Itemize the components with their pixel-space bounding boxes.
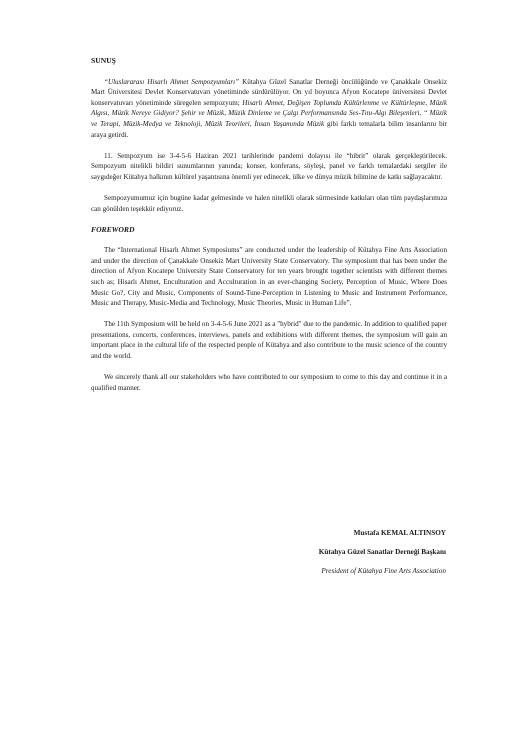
signatory-title-tr: Kütahya Güzel Sanatlar Derneği Başkanı [318, 548, 446, 556]
themes-list: Hisarlı Ahmet, Değişen Toplumda Kültürlenme ve Kültürleşme, Müzik Algısı, Müzik Nereye Gidiyor? Şehir ve Müzik, Müzik Dinleme ve Çalgı Performansında Ses-Tını-Algı Bileşenleri, “ Müzik ve Terapi, Müzik-Medya ve Teknoloji, Müzik Teorileri, İnsan Yaşamında Müzik [91, 98, 447, 128]
signature-block [319, 524, 446, 581]
document-body [91, 56, 447, 404]
symposium-title: “Uluslararası Hisarlı Ahmet Sempozyumları” [104, 77, 240, 86]
paragraph-tr-1-text-a: Kütahya Güzel Sanatlar Derneği öncülüğünde ve Çanakkale Onsekiz Mart Üniversitesi Devlet Konservatuvarı yönetiminde sürdürülüyor. On yıl boyunca Afyon Kocatepe üniversitesi Devlet konservatuvarı yönetiminde süregelen sempozyum; [91, 77, 447, 107]
signatory-name: Mustafa KEMAL ALTINSOY [353, 529, 446, 537]
heading-foreword: FOREWORD [91, 224, 135, 234]
paragraph-tr-1-text-b: gibi farklı temalarla bilim insanlarını bir araya getirdi. [91, 119, 447, 139]
signatory-title-en: President of Kütahya Fine Arts Association [321, 567, 446, 575]
paragraph-tr-1 [91, 77, 447, 141]
paragraph-tr-2: 11. Sempozyum ise 3-4-5-6 Haziran 2021 tarihlerinde pandemi dolayısı ile “hibrit” olarak gerçekleştirilecek. Sempozyum nitelikli bildiri sunumlarının yanında; konser, konferans, söyleşi, panel ve farklı temalardaki sergiler ile saygıdeğer Kütahya halkının kültürel yaşantısına önemli yer edinecek, ülke ve dünya müzik bilimine de katkı sağlayacaktır. [91, 151, 447, 181]
paragraph-en-1: The “International Hisarlı Ahmet Symposiums” are conducted under the leadership of Kütahya Fine Arts Association and under the direction of Çanakkale Onsekiz Mart University State Conservatory. The symposium that has been under the direction of Afyon Kocatepe University State Conservatory for ten years brought together scientists with different themes such as; Hisarlı Ahmet, Enculturation and Acculturation in an ever-changing Society, Perception of Music, Where Does Music Go?, City and Music, Components of Sound-Tune-Perception in Listening to Music and Instrument Performance, Music and Therapy, Music-Media and Technology, Music Theories, Music in Human Life”. [91, 246, 447, 308]
paragraph-tr-3: Sempozyumumuz için bugüne kadar gelmesinde ve halen nitelikli olarak sürmesinde katkıları olan tüm paydaşlarımıza can gönülden teşekkür ediyoruz. [91, 193, 447, 213]
heading-sunus: SUNUŞ [91, 56, 116, 65]
paragraph-en-2: The 11th Symposium will be held on 3-4-5-6 June 2021 as a "hybrid" due to the pandemic. In addition to qualified paper presentations, concerts, conferences, interviews, panels and exhibitions with different themes, the symposium will gain an important place in the cultural life of the respected people of Kütahya and also contribute to the music science of the country and the world. [91, 320, 447, 361]
paragraph-en-3: We sincerely thank all our stakeholders who have contributed to our symposium to come to this day and continue it in a qualified manner. [91, 373, 447, 392]
